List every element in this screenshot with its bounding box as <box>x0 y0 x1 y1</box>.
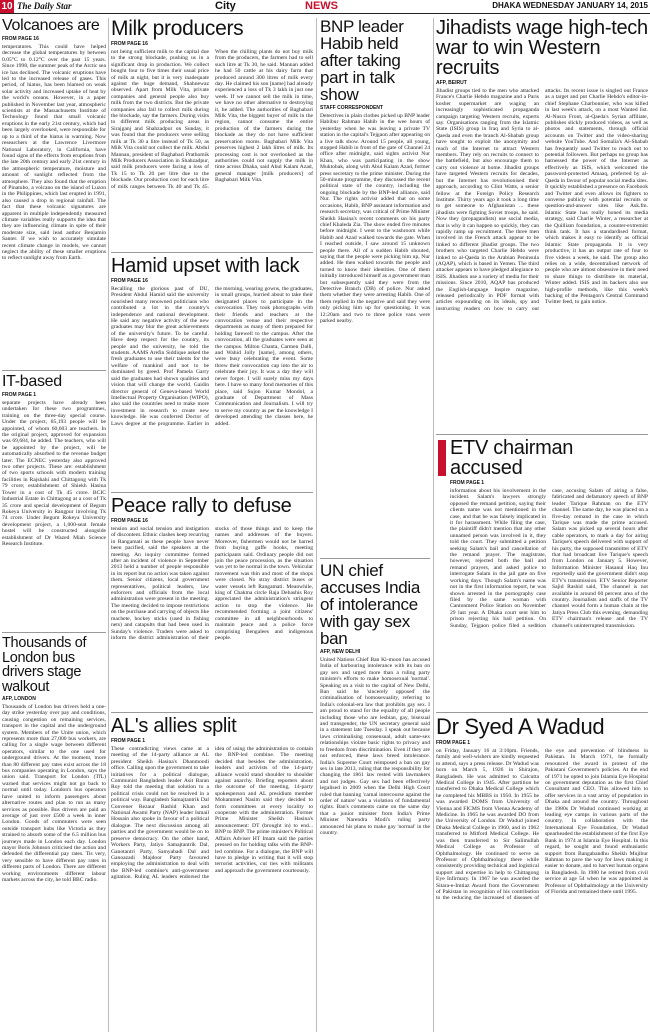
paper-name: The Daily Star <box>17 1 72 11</box>
article-body: not being sufficient milk to the capital due to the strong blockade, pushing us in a significant drop in production. We collect bought four to five times their usual price of milk at night, but it is very inadequate against the huge demand, Shahnewaz observed. Apart from Milk Vita, private companies and general people also buy milk from the two districts. But the private companies also fail to collect milk during the blockade, say the farmers. During visits to different milk producing areas in Sirajganj and Shahzadpur on Sunday, it was found that the producers were selling milk at Tk 30 a litre instead of Tk 50, as Milk Vita could not collect the milk. Abdul Mannan, president of Baghabari Prathomik Milk Producers Association in Shahzadpur, said milk producers were facing a loss of Tk 15 to Tk 20 per litre due to the blockade. Our production cost for each litre of milk ranges between Tk 40 and Tk 45. When the chilling plants do not buy milk from the producers, the farmers had to sell such litre at Tk 30, he said. Mannan added he had 50 cattle at his dairy farm that produced around 300 litres of milk every day. He claimed his son [name] had already experienced a loss of Tk 3 lakh in just one week. If we cannot sell the milk in time, we have no other alternative to destroying it, he added. The authorities of Baghabari Milk Vita, the biggest buyer of milk in the region, cannot consume the entire production of the farmers during the blockade as they do not have sufficient preservation rooms. Baghabari Milk Vita preserves highest 2 lakh litres of milk. Its processing cost is not overlooked as the authorities could not supply the milk in time across Dhaka, said Abul Kalam Azad, general manager [milk producers] of Baghabari Milk Vita. <box>111 49 313 190</box>
article-body: temperatures. This could have helped decrease the global temperatures by between 0.05°C to 0.12°C over the past 15 years. Since 1998, the summer peak of the Arctic sea ice has declined. The volcanic eruptions have led to the increased release of gases. This period, of hiatus, has been blamed on weak solar activity and increased uptake of heat by the world's oceans. However, in a paper published in November last year, atmospheric scientists at the Massachusetts Institute of Technology found that small volcanic eruptions in the early 21st century, which had been largely overlooked, were responsible for up to a third of the hiatus in warming. Now researchers at the Lawrence Livermore National Laboratory, in California, have found signs of the effects from eruptions from the late 20th century and early 21st century in the atmospheric temperature, moisture and amount of sunlight reflected from the atmosphere. They also found that the eruption of Pinatubo, a volcano on the island of Luzon in the Philippines, which last erupted in 1991, also caused a drop in regional rainfall. The fact that these volcanic signatures are apparent in multiple independently measured climate variables really supports the idea that they are influencing climate in spite of their moderate size, said lead author Benjamin Santer. If we wish to accurately simulate recent climate change in models, we cannot neglect the ability of these smaller eruptions to reflect sunlight away from Earth. <box>2 44 106 262</box>
article-headline: AL's allies split <box>111 716 237 737</box>
article-byline: AFP, LONDON <box>2 696 36 702</box>
article-headline: Jihadists wage high-tech war to win Western recruits <box>436 18 648 79</box>
article-body: information about his involvement in the incident. Salam's lawyers strongly opposed the remand petition, saying their clients name was not mentioned in the case, and that he was falsely implicated in it for harassment. While filing the case, the plaintiff didn't mention that any other unnamed person was involved in it, they told the court. They submitted a petition seeking Salam's bail and cancellation of the remand prayer. The magistrate, however, rejected both the bail and remand prayers, and asked police to interrogate Salam in the jail gate on five working days. Though Salam's name was not in the first information report, he was shown arrested in the pornography case filed by the same woman with Cantonment Police Station on November 29 last year. A Dhaka court sent him to prison rejecting his bail petition. On Sunday, Tejgaon police filed a sedition case, accusing Salam of airing a false, fabricated and defamatory speech of BNP leader Tarique Rahman on the ETV channel. The same day, he was placed on a five-day remand in the case in which Tarique was made the prime accused. Salam was picked up several hours after cable operators, to mark a day for airing Tarique's speech delivered with support of his party, the supposed transmitter of ETV that had broadcast live Tarique's speech from London on January 5. However, Information Minister Hasanul Haq Inu reportedly said the government didn't stop ETV's transmission. ETV Senior Reporter Sajid Rashid said, The channel is not available in around 60 percent area of the country. Journalists and staffs of the TV channel would form a human chain at the Jatiya Press Club this evening, demanding ETV chairman's release and the TV channel's uninterrupted transmission. <box>450 488 648 629</box>
section-accent-bar <box>438 440 446 476</box>
article-etv-chairman <box>450 438 648 710</box>
article-body: tension and social tension and instigation of discontent. Ethnic clashes keep recurring in Rangamati as these people have never been pacified, said the speakers at the meeting. An inquiry committee formed after an incident of violence in September 2013 held a number of people responsible in its report but no action was taken against them. Senior citizens, local government representatives, political leaders, law enforcers and officials from the local administration were present in the meeting. The meeting decided to impose restrictions on the purchase and carrying of objects like machete, hockey sticks (used in fishing nets) and catapults that had been used in Sunday's violence. Traders were asked to inform the district administration of their stocks of those things and to keep the names and addresses of the buyers. Moreover, fishermen would not be barred from buying gaffe hooks, meeting participants said. Ordinary people did not join the peace procession, as the situation was yet to be normal in the town. Vehicular movement was thin and most of the shops were closed. No stray district buses or water vessels left Rangamati. Meanwhile, king of Chakma circle Raja Debashis Roy appreciated the administration's stringent action to stop the violence. He recommended forming a joint citizens' committee in all neighbourhoods to maintain peace and a police force comprising Bengalees and indigenous people. <box>111 526 313 641</box>
article-byline: FROM PAGE 1 <box>2 392 37 398</box>
article-un-chief <box>320 562 430 1032</box>
article-byline: AFP, NEW DELHI <box>320 649 361 655</box>
article-headline: BNP leader Habib held after taking part in talk show <box>320 18 404 104</box>
article-london-bus <box>2 636 106 1032</box>
article-headline: Milk producers <box>111 18 244 40</box>
article-body: These contradicting views came at a meeting of the 14-party alliance at AL president Sheikh Hasina's Dhanmondi office. Calling upon the government to take initiatives for a political dialogue, Communist Bangladesh leader Asit Baran Roy told the meeting that solution to a political crisis could not be resolved in a political way. Bangladesh Samajtantrik Dal Convener Rezaur Rashid Khan and National Awami Party (NAP) leader Ismail Hossain also spoke in favour of a political dialogue. The next discussion among all parties and the government would be on to preserve democracy. On the other hand, Workers Party, Jatiyo Samajtantrik Dal, Ganotantri Party, Samyabadi Dal and Ganoazadi Majdoor Party favoured employing the administration to deal with the BNP-led combine's anti-government agitation. Ruling AL leaders endorsed the idea of using the administration to contain the BNP-led combine. The meeting decided that besides the administration, leaders and activists of the 14-party alliance would stand shoulder to shoulder against anarchy. Briefing reporters about the outcome of the meeting, 14-party spokesperson and AL presidium member Mohammed Nasim said they decided to form committees at every locality to cooperate with the administration. Former Prime Minister Sheikh Hasina's announcement: DT (brought in) to end... BNP to BNP. The prime minister's Political Affairs Adviser HT Imam said the parties pressed on for holding talks with the BNP-led combine. For a dialogue, the BNP will have to pledge in writing that it will stop terrorist activities, cut ties with militants and approach the government courteously. <box>111 746 313 881</box>
article-headline: IT-based <box>2 374 62 390</box>
article-headline: Thousands of London bus drivers stage walkout <box>2 636 87 695</box>
article-bnp-leader-habib <box>320 18 430 556</box>
article-byline: FROM PAGE 16 <box>111 41 148 47</box>
article-dr-wadud <box>436 716 648 1032</box>
article-headline: Hamid upset with lack <box>111 256 300 277</box>
article-byline: AFP, BEIRUT <box>436 80 467 86</box>
article-headline: Peace rally to defuse <box>111 496 292 517</box>
article-milk-producers <box>111 18 313 250</box>
article-it-based <box>2 374 106 630</box>
section-label-news: NEWS <box>305 0 338 12</box>
article-body: Recalling the glorious past of DU, President Abdul Hamid said the university nourished many renowned politicians who contributed a lot in the country's independence and national development. He said any negative activity of the new graduates may blur the great achievements of the university's future. To be careful. Have deep respect for the country, its people and the university, he told the students. AAMS Arefin Siddique asked the fresh graduates to use their talents for the welfare of mankind and not to be dominated by greed. Prof Pamela Garry said the graduates had shown qualities and vision that will change the world. Gaidin director general of Geneva-based World Intellectual Property Organisation (WIPO), also said the countries need to make more investment in research to create new knowledge. He was conferred Doctor of Laws degree at the programme. Earlier in the morning, wearing gowns, the graduates, in small groups, hurried about to take their designated places to participate in the convocation. They took photographs with their friends and teachers at the convocation venue and their respective departments as many of them prepared for holding farewell to the campus. After the convocation, all the graduates were seen at the campus. Milton Chanta, Carmen Dalli, and Wahid Jolly [name], among others, were busy celebrating the event. Some threw their convocation cap into the air to celebrate their joy. It was a day they will never forget. I will surely miss my days here. I have so many fond memories of this place, said Sujon Kumar Mondol, a graduate of Department of Mass Communication and Journalism. I will try to serve my country as per the knowledge I developed attending the classes here, he added. <box>111 286 313 427</box>
article-headline: Volcanoes are <box>2 18 100 34</box>
article-peace-rally <box>111 496 313 710</box>
article-byline: FROM PAGE 16 <box>2 36 39 42</box>
masthead <box>0 0 650 14</box>
article-byline: FROM PAGE 1 <box>450 480 485 486</box>
article-byline: FROM PAGE 16 <box>111 278 148 284</box>
dateline: DHAKA WEDNESDAY JANUARY 14, 2015 <box>492 1 648 10</box>
article-al-allies-split <box>111 716 313 1032</box>
article-jihadists <box>436 18 648 432</box>
article-headline: UN chief accuses India of intolerance with gay sex ban <box>320 562 421 648</box>
article-body: United Nations Chief Ban Ki-moon has accused India of harbouring intolerance with its ban on gay sex and urged more than a ruling party minister's efforts to make homosexual 'normal'. Speaking on a visit to the capital of New Delhi, Ban said he 'sincerely opposed' the criminalisation of homosexuality, referring to India's colonial-era law that prohibits gay sex. I am proud to stand for the equality of all people including those who are lesbian, gay, bisexual and transgender, the UN secretary general said in a statement late Tuesday. I speak out because laws criminalising consensual, adult same-sex relationships violate basic rights to privacy and to freedom from discrimination. Even if they are not enforced, these laws breed intolerance. India's Supreme Court reimposed a ban on gay sex in late 2013, ruling that the responsibility for changing the 1861 law rested with lawmakers and not judges. Gay sex had been effectively legalised in 2009 when the Delhi High Court ruled that banning 'carnal intercourse against the order of nature' was a violation of fundamental rights. Ban's comments came on the same day that a junior minister from India's Prime Minister Narendra Modi's ruling party announced his plans to make gay 'normal' in the country. <box>320 657 430 836</box>
article-body: Jihadist groups tied to the men who attacked France's Charlie Hebdo magazine and a Paris kosher supermarket are waging an increasingly sophisticated propaganda campaign targeting Western recruits, experts say. Organisations ranging from the Islamic State (ISIS) group in Iraq and Syria to al-Qaeda and even the branch Al-Shabab group have sought to exploit the anonymity and reach of the Internet to attract Western members. They rely on recruits to connect to the battlefield, but also encourage them to carry out violence at home. Jihadist groups have targeted Western recruits for decades, but the Internet has revolutionised their approach, according to Clint Watts, a senior fellow at the Foreign Policy Research Institute. Thirty years ago it took a long time to get someone to Afghanistan ... these jihadists were fighting Soviet troops, he said. Now they (propagandists) use social media, that is why it can happen so quickly, they can rapidly ramp up recruitment. The three men involved in the French attack appear to be linked to different jihadist groups. The two brothers who targeted Charlie Hebdo were linked to al-Qaeda in the Arabian Peninsula (AQAP), which is based in Yemen. The third attacker appears to have pledged allegiance to ISIS. Jihadists use a variety of media for their missions. Since 2010, AQAP has produced the English-language Inspire magazine, released periodically in PDF format with articles expounding on its ideals, spy and instructing readers on how to carry out attacks. Its recent issue is singled out France as a target and put Charlie Hebdo's editor-in-chief Stephane Charbonnier, who was killed in last week's attack, on a most Wanted list. Al-Nusra Front, al-Qaeda's Syrian affiliate, publishes slickly produced videos, as well as photos and statements, through official accounts on Twitter and the video-sharing website YouTube. And Somalia's Al-Shabab has frequently used Twitter to reach out to potential followers. But perhaps no group has harnessed the power of the Internet as effectively as ISIS, which welcomed the password-protected Amaaq, preferred by al-Qaeda in favour of popular social media sites. It quickly established a presence on Facebook and Twitter and even allows its fighters to converse publicly with potential recruits or question-and-answer sites like Ask.fm. Islamic State has really honed its media strategy, said Charlie Winter, a researcher at the Quilliam foundation, a counter-extremist think tank. It has a standardised format, which makes it easy to identify as official Islamic State propaganda. It is very productive, it has an output rate of four to five videos a week, he said. The group also relies on a wide, decentralised network of people who are almost obsessive in their need to share things to distribute its material, Winter added. ISIS and its backers also use high-profile methods, like this week's hacking of the Pentagon's Central Command Twitter feed, to gain notice. <box>436 88 648 312</box>
article-hamid-upset <box>111 256 313 490</box>
article-volcanoes <box>2 18 106 368</box>
article-body: Thousands of London bus drivers held a one-day strike yesterday over pay and conditions, causing congestion on remaining services, transport in the capital and the underground system. Members of the Unite union, which represents more than 27,000 bus workers, are calling for a single wage between different operators, similar to the one used for underground drivers. At the moment, more than 80 different pay rates exist across the 18 bus companies operating in London, says the union said. Transport for London (TfL) warned that services might not go back to normal until today. London's bus operators have united to inform passengers about alternative routes and plan to run as many services as possible. Bus drivers are paid an average of just over £500 a week in inner London. Goods of commuters were seen outside transport hubs like Victoria as they strained to absorb some of the 6.5 million bus journeys made in London each day. London mayor Boris Johnson criticised the action and defended the differential pay rates. Tis very, very sensible to have different pay rates in different parts of London. There are different working environments different labour markets across the city, he told BBC radio. <box>2 704 106 883</box>
article-body: Detectives in plain clothes picked up BNP leader Habibur Rahman Habib in the wee hours of yesterday when he was leaving a private TV station in the capital's Tejgaon after appearing on a live talk show. Around 15 people, all young, stopped Habib in front of the gate of Channel 24 office after midnight, said sights activist Nur Khan, who was participating in the show Muktobak, along with Abul Kalam Azad, former press secretary to the prime minister. During the 50-minute programme, they discussed the recent political state of the country, including the ongoing blockade by the BNP-led alliance, said Nur. The rights activist added that on some occasions, Habib, BNP assistant information and research secretary, was critical of Prime Minister Sheikh Hasina's recent comments on his party chief Khaleda Zia. The show ended five minutes before midnight. I went to the washroom while Habib and Azad walked towards the gate. When I reached outside, I saw around 15 unknown people there. All of a sudden Habib shouted, saying that the people were picking him up, Nur added. He then walked towards the people and turned to know their identities. One of them initially introduced himself as a government man but subsequently said they were from the Detective Branch (DB) of police. Nur asked them whether they were arresting Habib. One of them replied in the negative and said they were only picking him up for questioning. It was 12:20am and two to three police vans were parked nearby. <box>320 113 430 324</box>
page-number: 10 <box>1 1 13 12</box>
article-body: separate projects have already been undertaken for these two programmes, training on the three-day special course. Under the project, 85,193 people will be appointed, of whom 60,603 are teachers. In the original project, approved for expansion was 69,684, he added. The teachers, who will be appointed by the project, will be automatically absorbed to the revenue budget later. The ECNEC yesterday also approved two other projects. These are: establishment of two sports schools with modern training facilities in Rajshahi and Chittagong with Tk 79 crore; establishment of Shiekh Hasina Tower in a cost of Tk 45 crore. BCIC Industrial Estate in Chittagong at a cost of Tk 35 crore and special development of Begum Rokeya University in Rangpur involving Tk 74 crore. Under Begum Rokeya University development project, a 1,000-seat female hostel will be constructed alongside establishment of Dr Wazed Miah Science Research Institute. <box>2 400 106 547</box>
article-headline: Dr Syed A Wadud <box>436 716 605 739</box>
section-label-city: City <box>215 0 236 12</box>
article-headline: ETV chairman accused <box>450 438 574 479</box>
article-byline: FROM PAGE 1 <box>436 740 471 746</box>
article-byline: STAFF CORRESPONDENT <box>320 105 383 111</box>
article-byline: FROM PAGE 16 <box>111 518 148 524</box>
article-byline: FROM PAGE 1 <box>111 738 146 744</box>
article-body: on Friday, January 16 at 3:10pm. Friends, family and well-wishers are kindly requested to attend, says a press release. Dr Wadud was born on March 5, 1926 in Shirajon, Bangladesh. He was admitted to Calcutta Medical College in 1945. After partition he transferred to Dhaka Medical College which he completed his MBBS in 1950. In 1955 he was awarded DOMS from University of Vienna and FICMS from Vienna Academy of Medicine. In 1965 he was awarded DO from the University of London. Dr Wadud joined Dhaka Medical College in 1960, and in 1962 transferred to Mitford Medical College. He was then transferred to Sir Salimullah Medical College as Professor of Ophthalmology. He continued to serve as Professor of Ophthalmology there while consistently providing technical and logistical support and expertise in help to Chittagong Eye Infirmary. In 1967 he was awarded the Sitara-e-Imtiaz Award from the Government of Pakistan in recognition of his contribution to the reducing the increased of diseases of the eye and prevention of blindness in Pakistan. In March 1971, he formally renounced the award in protest of the Pakistani Government's policies. At the end of 1971 he opted to join Islamia Eye Hospital on government deputation as the first Chief Consultant and CEO. This allowed him to offer services in a vast array of population in Dhaka and around the country. Throughout the 1980s Dr Wadud continued working at leading eye camps in various parts of the country. In collaboration with the International Eye Foundation, Dr Wadud spearheaded the establishment of the first Eye Bank in 1974 at Islamia Eye Hospital. In this regard, he sought and found enthusiastic support from Bangabandhu Sheikh Mujibur Rahman to pave the way for laws making it easier to donate, and to harvest human organs in Bangladesh. In 1980 he retired from civil service at age 54 when he was appointed as Professor of Ophthalmology at the University of Florida and remained there until 1995. <box>436 748 648 902</box>
